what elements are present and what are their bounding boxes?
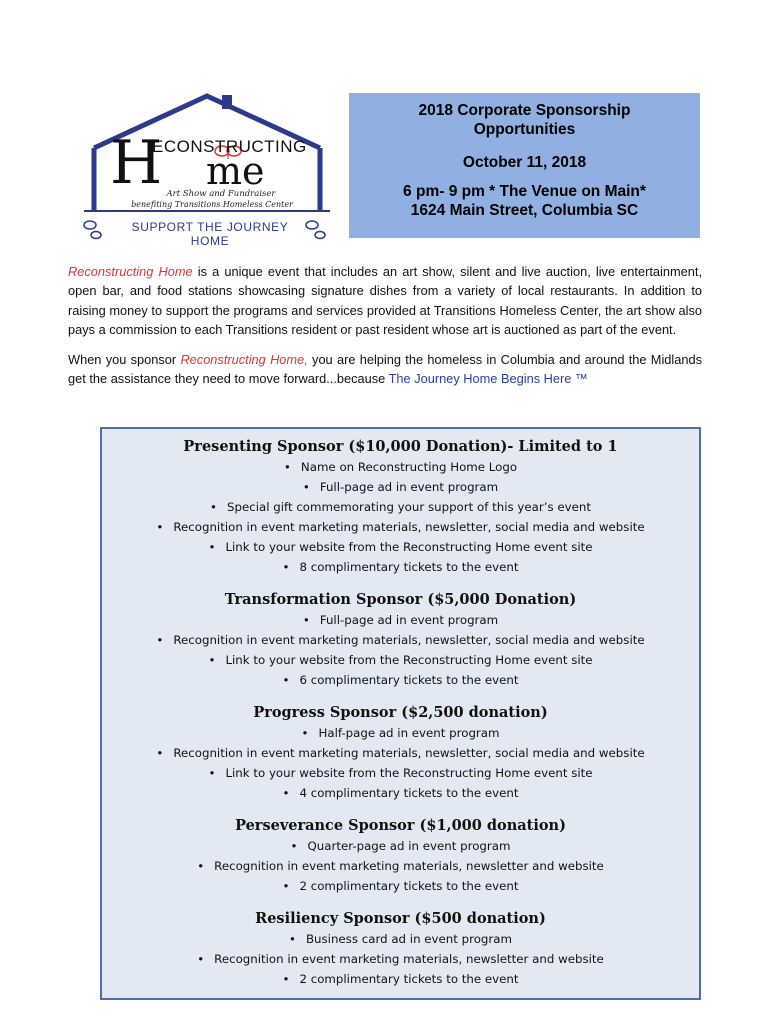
tier-benefits-list [102,457,699,577]
tier-title: Transformation Sponsor ($5,000 Donation) [224,591,577,608]
tier-benefits-list [102,723,699,803]
tier-title: Progress Sponsor ($2,500 donation) [253,704,548,721]
tier-benefits-list [102,610,699,690]
event-name: Reconstructing Home [68,264,193,279]
tier-benefit: • Quarter-page ad in event program [102,836,699,856]
slogan: The Journey Home Begins Here ™ [388,371,588,387]
tier-benefit: • 8 complimentary tickets to the event [102,557,699,577]
tier-benefit: • 2 complimentary tickets to the event [102,969,699,989]
tier-benefit: • Recognition in event marketing materials, newsletter and website [102,949,699,969]
tier-title: Presenting Sponsor ($10,000 Donation)- Limited to 1 [183,438,618,455]
tier-benefits-list [102,929,699,989]
intro-text-1: is a unique event that includes an art show, silent and live auction, live entertainment, open bar, and food stations showcasing signature dishes from a variety of local restaurants. In addition to raising money to support the programs and services provided at Transitions Homeless Center, the art show also pays a commission to each Transitions resident or past resident whose art is auctioned as part of the event. [68,264,702,337]
tier-benefits-list [102,836,699,896]
tier-benefit: • Half-page ad in event program [102,723,699,743]
tier-benefit: • Special gift commemorating your support of this year’s event [102,497,699,517]
sponsor-tier [102,703,699,803]
tier-benefit: • Recognition in event marketing materials, newsletter, social media and website [102,630,699,650]
logo-big-h: H [110,128,163,198]
event-name-2: Reconstructing Home, [180,352,308,368]
tier-benefit: • Recognition in event marketing materials, newsletter, social media and website [102,743,699,763]
intro-text-2a: When you sponsor [68,352,181,368]
tier-title: Resiliency Sponsor ($500 donation) [255,910,546,927]
sponsor-tier [102,437,699,577]
tier-benefit: • Link to your website from the Reconstructing Home event site [102,763,699,783]
sponsor-tier [102,909,699,989]
intro-paragraph-2 [68,350,702,389]
logo-subtitle-2: benefiting Transitions Homeless Center [131,200,293,209]
tier-benefit: • Link to your website from the Reconstructing Home event site [102,537,699,557]
logo-subtitle-1: Art Show and Fundraiser [166,189,276,199]
tier-benefit: • 6 complimentary tickets to the event [102,670,699,690]
tier-benefit: • Name on Reconstructing Home Logo [102,457,699,477]
tier-benefit: • Business card ad in event program [102,929,699,949]
sponsor-tier [102,816,699,896]
sponsor-tier [102,590,699,690]
event-info-box [349,93,700,238]
event-address: 1624 Main Street, Columbia SC [410,202,639,219]
title-line-2: Opportunities [473,121,576,138]
logo-word-bottom: me [206,149,265,193]
logo-word-top: ECONSTRUCTING [152,137,307,156]
event-time-venue: 6 pm- 9 pm * The Venue on Main* [403,183,646,200]
intro-section [68,262,702,400]
intro-text-2b: you are helping the homeless in Columbia and around the Midlands get the assistance they need to move forward...because [68,352,702,387]
reconstructing-home-logo [76,93,338,248]
tier-title: Perseverance Sponsor ($1,000 donation) [235,817,566,834]
intro-paragraph-1 [68,262,702,339]
tier-benefit: • Link to your website from the Reconstructing Home event site [102,650,699,670]
title-line-1: 2018 Corporate Sponsorship [418,102,631,119]
tier-benefit: • Recognition in event marketing materials, newsletter, social media and website [102,517,699,537]
sponsorship-tiers-box [100,427,701,1000]
tier-benefit: • 2 complimentary tickets to the event [102,876,699,896]
event-date: October 11, 2018 [462,154,587,171]
tier-benefit: • Full-page ad in event program [102,610,699,630]
tier-benefit: • Recognition in event marketing materials, newsletter and website [102,856,699,876]
logo-tagline: SUPPORT THE JOURNEY HOME [131,220,289,248]
tier-benefit: • Full-page ad in event program [102,477,699,497]
tier-benefit: • 4 complimentary tickets to the event [102,783,699,803]
